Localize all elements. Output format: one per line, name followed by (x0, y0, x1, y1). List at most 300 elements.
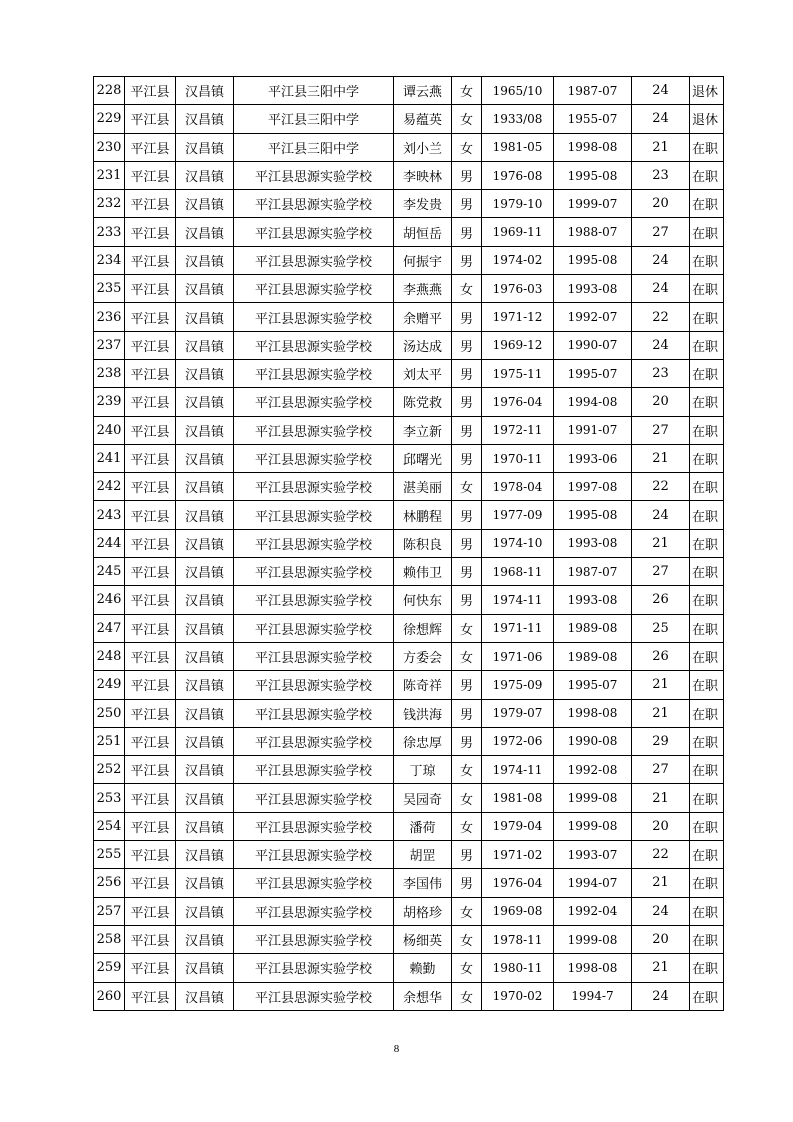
cell-school: 平江县思源实验学校 (234, 841, 394, 869)
cell-county: 平江县 (125, 359, 176, 387)
cell-county: 平江县 (125, 869, 176, 897)
cell-town: 汉昌镇 (176, 925, 234, 953)
cell-status: 在职 (690, 925, 724, 953)
cell-school: 平江县思源实验学校 (234, 982, 394, 1010)
cell-row-number: 257 (94, 897, 125, 925)
cell-gender: 女 (452, 275, 482, 303)
table-row (94, 105, 724, 133)
cell-row-number: 256 (94, 869, 125, 897)
cell-gender: 男 (452, 190, 482, 218)
cell-work-start-date: 1998-08 (554, 699, 632, 727)
cell-gender: 男 (452, 501, 482, 529)
cell-town: 汉昌镇 (176, 275, 234, 303)
cell-row-number: 234 (94, 246, 125, 274)
cell-years: 21 (632, 133, 690, 161)
cell-gender: 女 (452, 954, 482, 982)
cell-name: 汤达成 (394, 331, 452, 359)
cell-town: 汉昌镇 (176, 614, 234, 642)
cell-town: 汉昌镇 (176, 756, 234, 784)
cell-gender: 女 (452, 473, 482, 501)
cell-county: 平江县 (125, 897, 176, 925)
cell-years: 20 (632, 812, 690, 840)
cell-years: 20 (632, 190, 690, 218)
cell-row-number: 232 (94, 190, 125, 218)
cell-work-start-date: 1993-08 (554, 275, 632, 303)
cell-row-number: 252 (94, 756, 125, 784)
cell-status: 在职 (690, 359, 724, 387)
cell-work-start-date: 1993-08 (554, 586, 632, 614)
table-row (94, 473, 724, 501)
cell-status: 在职 (690, 331, 724, 359)
cell-town: 汉昌镇 (176, 444, 234, 472)
cell-birth-date: 1977-09 (482, 501, 554, 529)
cell-work-start-date: 1991-07 (554, 416, 632, 444)
cell-county: 平江县 (125, 529, 176, 557)
cell-years: 24 (632, 246, 690, 274)
cell-gender: 男 (452, 331, 482, 359)
cell-years: 21 (632, 784, 690, 812)
cell-years: 27 (632, 416, 690, 444)
cell-school: 平江县思源实验学校 (234, 190, 394, 218)
cell-years: 26 (632, 642, 690, 670)
cell-work-start-date: 1992-07 (554, 303, 632, 331)
cell-gender: 女 (452, 812, 482, 840)
cell-row-number: 245 (94, 558, 125, 586)
cell-row-number: 243 (94, 501, 125, 529)
cell-gender: 男 (452, 841, 482, 869)
cell-work-start-date: 1994-08 (554, 388, 632, 416)
cell-work-start-date: 1989-08 (554, 642, 632, 670)
cell-county: 平江县 (125, 77, 176, 105)
cell-county: 平江县 (125, 699, 176, 727)
table-row (94, 671, 724, 699)
cell-work-start-date: 1990-07 (554, 331, 632, 359)
cell-work-start-date: 1999-08 (554, 812, 632, 840)
table-row (94, 529, 724, 557)
cell-years: 20 (632, 925, 690, 953)
cell-county: 平江县 (125, 841, 176, 869)
cell-town: 汉昌镇 (176, 642, 234, 670)
cell-years: 21 (632, 529, 690, 557)
cell-school: 平江县思源实验学校 (234, 869, 394, 897)
cell-county: 平江县 (125, 784, 176, 812)
cell-status: 在职 (690, 529, 724, 557)
cell-county: 平江县 (125, 275, 176, 303)
cell-gender: 女 (452, 897, 482, 925)
cell-status: 在职 (690, 275, 724, 303)
cell-birth-date: 1974-10 (482, 529, 554, 557)
cell-work-start-date: 1992-08 (554, 756, 632, 784)
cell-county: 平江县 (125, 586, 176, 614)
cell-gender: 男 (452, 388, 482, 416)
cell-birth-date: 1972-11 (482, 416, 554, 444)
cell-years: 21 (632, 699, 690, 727)
cell-years: 21 (632, 954, 690, 982)
cell-school: 平江县思源实验学校 (234, 897, 394, 925)
table-row (94, 614, 724, 642)
cell-status: 在职 (690, 558, 724, 586)
cell-school: 平江县思源实验学校 (234, 161, 394, 189)
cell-birth-date: 1976-04 (482, 869, 554, 897)
cell-status: 在职 (690, 444, 724, 472)
table-row (94, 359, 724, 387)
cell-gender: 男 (452, 246, 482, 274)
cell-name: 刘小兰 (394, 133, 452, 161)
cell-birth-date: 1969-12 (482, 331, 554, 359)
table-row (94, 303, 724, 331)
cell-work-start-date: 1987-07 (554, 558, 632, 586)
cell-work-start-date: 1997-08 (554, 473, 632, 501)
cell-status: 在职 (690, 727, 724, 755)
cell-work-start-date: 1998-08 (554, 954, 632, 982)
cell-school: 平江县思源实验学校 (234, 331, 394, 359)
cell-gender: 男 (452, 671, 482, 699)
roster-body (94, 77, 724, 1011)
cell-row-number: 233 (94, 218, 125, 246)
cell-gender: 男 (452, 529, 482, 557)
cell-gender: 男 (452, 303, 482, 331)
table-row (94, 812, 724, 840)
table-row (94, 161, 724, 189)
table-row (94, 841, 724, 869)
cell-name: 邱曙光 (394, 444, 452, 472)
cell-work-start-date: 1990-08 (554, 727, 632, 755)
cell-school: 平江县思源实验学校 (234, 586, 394, 614)
cell-name: 徐忠厚 (394, 727, 452, 755)
cell-gender: 男 (452, 727, 482, 755)
table-row (94, 246, 724, 274)
table-row (94, 501, 724, 529)
cell-status: 在职 (690, 303, 724, 331)
cell-school: 平江县思源实验学校 (234, 558, 394, 586)
cell-town: 汉昌镇 (176, 954, 234, 982)
cell-name: 胡格珍 (394, 897, 452, 925)
cell-school: 平江县思源实验学校 (234, 954, 394, 982)
cell-town: 汉昌镇 (176, 388, 234, 416)
roster-table (93, 76, 724, 1011)
cell-work-start-date: 1987-07 (554, 77, 632, 105)
cell-status: 在职 (690, 954, 724, 982)
table-row (94, 218, 724, 246)
cell-years: 24 (632, 77, 690, 105)
cell-name: 余赠平 (394, 303, 452, 331)
table-row (94, 869, 724, 897)
cell-name: 徐想辉 (394, 614, 452, 642)
cell-status: 在职 (690, 982, 724, 1010)
cell-status: 在职 (690, 388, 724, 416)
cell-name: 易蕴英 (394, 105, 452, 133)
cell-birth-date: 1978-04 (482, 473, 554, 501)
cell-name: 何快东 (394, 586, 452, 614)
cell-name: 潘荷 (394, 812, 452, 840)
cell-years: 21 (632, 444, 690, 472)
cell-row-number: 239 (94, 388, 125, 416)
cell-years: 23 (632, 161, 690, 189)
cell-name: 李立新 (394, 416, 452, 444)
cell-county: 平江县 (125, 105, 176, 133)
cell-years: 21 (632, 671, 690, 699)
cell-row-number: 255 (94, 841, 125, 869)
cell-name: 林鹏程 (394, 501, 452, 529)
cell-row-number: 251 (94, 727, 125, 755)
table-row (94, 897, 724, 925)
cell-row-number: 248 (94, 642, 125, 670)
cell-county: 平江县 (125, 756, 176, 784)
cell-years: 20 (632, 388, 690, 416)
cell-row-number: 258 (94, 925, 125, 953)
table-row (94, 954, 724, 982)
cell-work-start-date: 1992-04 (554, 897, 632, 925)
cell-birth-date: 1978-11 (482, 925, 554, 953)
cell-row-number: 235 (94, 275, 125, 303)
cell-birth-date: 1969-11 (482, 218, 554, 246)
cell-status: 在职 (690, 586, 724, 614)
cell-birth-date: 1974-11 (482, 756, 554, 784)
cell-birth-date: 1976-08 (482, 161, 554, 189)
table-row (94, 784, 724, 812)
cell-name: 吴园奇 (394, 784, 452, 812)
table-row (94, 756, 724, 784)
cell-gender: 男 (452, 161, 482, 189)
cell-row-number: 237 (94, 331, 125, 359)
cell-row-number: 259 (94, 954, 125, 982)
cell-birth-date: 1976-04 (482, 388, 554, 416)
cell-town: 汉昌镇 (176, 416, 234, 444)
cell-school: 平江县思源实验学校 (234, 218, 394, 246)
table-row (94, 642, 724, 670)
cell-work-start-date: 1993-08 (554, 529, 632, 557)
cell-name: 李燕燕 (394, 275, 452, 303)
cell-gender: 女 (452, 784, 482, 812)
cell-county: 平江县 (125, 614, 176, 642)
cell-years: 23 (632, 359, 690, 387)
cell-work-start-date: 1999-08 (554, 925, 632, 953)
cell-gender: 男 (452, 218, 482, 246)
cell-name: 赖伟卫 (394, 558, 452, 586)
cell-birth-date: 1981-08 (482, 784, 554, 812)
cell-row-number: 240 (94, 416, 125, 444)
cell-row-number: 228 (94, 77, 125, 105)
cell-status: 在职 (690, 133, 724, 161)
cell-town: 汉昌镇 (176, 558, 234, 586)
cell-town: 汉昌镇 (176, 161, 234, 189)
cell-gender: 女 (452, 982, 482, 1010)
cell-county: 平江县 (125, 416, 176, 444)
cell-town: 汉昌镇 (176, 303, 234, 331)
cell-work-start-date: 1993-07 (554, 841, 632, 869)
cell-town: 汉昌镇 (176, 897, 234, 925)
table-row (94, 133, 724, 161)
cell-school: 平江县思源实验学校 (234, 614, 394, 642)
cell-county: 平江县 (125, 388, 176, 416)
cell-name: 何振宇 (394, 246, 452, 274)
cell-name: 丁琼 (394, 756, 452, 784)
cell-work-start-date: 1999-07 (554, 190, 632, 218)
cell-town: 汉昌镇 (176, 331, 234, 359)
cell-row-number: 238 (94, 359, 125, 387)
table-row (94, 275, 724, 303)
cell-name: 陈积良 (394, 529, 452, 557)
cell-status: 在职 (690, 869, 724, 897)
cell-name: 刘太平 (394, 359, 452, 387)
cell-work-start-date: 1995-08 (554, 501, 632, 529)
cell-name: 李映林 (394, 161, 452, 189)
cell-birth-date: 1971-12 (482, 303, 554, 331)
cell-birth-date: 1933/08 (482, 105, 554, 133)
cell-gender: 男 (452, 869, 482, 897)
cell-birth-date: 1965/10 (482, 77, 554, 105)
cell-county: 平江县 (125, 501, 176, 529)
cell-county: 平江县 (125, 331, 176, 359)
table-row (94, 388, 724, 416)
cell-status: 退休 (690, 105, 724, 133)
cell-county: 平江县 (125, 473, 176, 501)
cell-birth-date: 1972-06 (482, 727, 554, 755)
cell-town: 汉昌镇 (176, 586, 234, 614)
cell-gender: 女 (452, 642, 482, 670)
cell-status: 在职 (690, 473, 724, 501)
cell-town: 汉昌镇 (176, 105, 234, 133)
cell-town: 汉昌镇 (176, 77, 234, 105)
cell-school: 平江县思源实验学校 (234, 812, 394, 840)
cell-town: 汉昌镇 (176, 359, 234, 387)
cell-school: 平江县思源实验学校 (234, 699, 394, 727)
cell-town: 汉昌镇 (176, 473, 234, 501)
cell-work-start-date: 1955-07 (554, 105, 632, 133)
cell-birth-date: 1971-06 (482, 642, 554, 670)
cell-name: 余想华 (394, 982, 452, 1010)
cell-birth-date: 1970-11 (482, 444, 554, 472)
cell-years: 27 (632, 756, 690, 784)
cell-name: 谭云燕 (394, 77, 452, 105)
table-row (94, 331, 724, 359)
cell-town: 汉昌镇 (176, 246, 234, 274)
cell-birth-date: 1971-11 (482, 614, 554, 642)
cell-status: 在职 (690, 614, 724, 642)
cell-name: 钱洪海 (394, 699, 452, 727)
cell-school: 平江县思源实验学校 (234, 359, 394, 387)
cell-school: 平江县思源实验学校 (234, 925, 394, 953)
cell-school: 平江县思源实验学校 (234, 529, 394, 557)
cell-school: 平江县思源实验学校 (234, 501, 394, 529)
cell-county: 平江县 (125, 982, 176, 1010)
cell-school: 平江县思源实验学校 (234, 671, 394, 699)
cell-work-start-date: 1995-08 (554, 161, 632, 189)
cell-town: 汉昌镇 (176, 529, 234, 557)
cell-status: 在职 (690, 784, 724, 812)
cell-town: 汉昌镇 (176, 784, 234, 812)
cell-school: 平江县三阳中学 (234, 105, 394, 133)
cell-row-number: 244 (94, 529, 125, 557)
cell-years: 27 (632, 558, 690, 586)
cell-town: 汉昌镇 (176, 699, 234, 727)
cell-status: 在职 (690, 812, 724, 840)
cell-birth-date: 1981-05 (482, 133, 554, 161)
cell-row-number: 260 (94, 982, 125, 1010)
cell-name: 胡罡 (394, 841, 452, 869)
cell-row-number: 236 (94, 303, 125, 331)
cell-status: 在职 (690, 190, 724, 218)
cell-row-number: 242 (94, 473, 125, 501)
cell-years: 24 (632, 105, 690, 133)
table-row (94, 925, 724, 953)
cell-county: 平江县 (125, 925, 176, 953)
cell-school: 平江县思源实验学校 (234, 727, 394, 755)
cell-gender: 男 (452, 444, 482, 472)
cell-gender: 女 (452, 925, 482, 953)
table-row (94, 586, 724, 614)
cell-birth-date: 1974-11 (482, 586, 554, 614)
cell-work-start-date: 1999-08 (554, 784, 632, 812)
cell-name: 李国伟 (394, 869, 452, 897)
cell-school: 平江县思源实验学校 (234, 444, 394, 472)
cell-county: 平江县 (125, 671, 176, 699)
table-row (94, 190, 724, 218)
cell-years: 22 (632, 473, 690, 501)
cell-school: 平江县思源实验学校 (234, 275, 394, 303)
cell-status: 退休 (690, 77, 724, 105)
cell-gender: 男 (452, 586, 482, 614)
cell-status: 在职 (690, 756, 724, 784)
cell-years: 24 (632, 982, 690, 1010)
cell-birth-date: 1969-08 (482, 897, 554, 925)
cell-status: 在职 (690, 416, 724, 444)
cell-gender: 男 (452, 416, 482, 444)
cell-work-start-date: 1995-08 (554, 246, 632, 274)
cell-county: 平江县 (125, 218, 176, 246)
cell-town: 汉昌镇 (176, 133, 234, 161)
cell-school: 平江县思源实验学校 (234, 246, 394, 274)
cell-county: 平江县 (125, 727, 176, 755)
cell-birth-date: 1975-11 (482, 359, 554, 387)
cell-status: 在职 (690, 699, 724, 727)
cell-school: 平江县三阳中学 (234, 133, 394, 161)
cell-row-number: 247 (94, 614, 125, 642)
cell-town: 汉昌镇 (176, 841, 234, 869)
cell-birth-date: 1968-11 (482, 558, 554, 586)
cell-county: 平江县 (125, 444, 176, 472)
cell-birth-date: 1979-07 (482, 699, 554, 727)
cell-county: 平江县 (125, 133, 176, 161)
cell-years: 26 (632, 586, 690, 614)
cell-gender: 女 (452, 756, 482, 784)
cell-years: 24 (632, 331, 690, 359)
cell-school: 平江县思源实验学校 (234, 756, 394, 784)
cell-town: 汉昌镇 (176, 218, 234, 246)
cell-birth-date: 1979-10 (482, 190, 554, 218)
cell-row-number: 246 (94, 586, 125, 614)
cell-years: 24 (632, 897, 690, 925)
cell-gender: 女 (452, 105, 482, 133)
cell-row-number: 230 (94, 133, 125, 161)
cell-birth-date: 1974-02 (482, 246, 554, 274)
cell-work-start-date: 1994-07 (554, 869, 632, 897)
cell-status: 在职 (690, 501, 724, 529)
cell-gender: 女 (452, 133, 482, 161)
cell-county: 平江县 (125, 954, 176, 982)
cell-county: 平江县 (125, 642, 176, 670)
cell-work-start-date: 1993-06 (554, 444, 632, 472)
cell-years: 22 (632, 841, 690, 869)
cell-status: 在职 (690, 642, 724, 670)
cell-birth-date: 1975-09 (482, 671, 554, 699)
table-row (94, 77, 724, 105)
cell-status: 在职 (690, 897, 724, 925)
cell-years: 24 (632, 275, 690, 303)
cell-town: 汉昌镇 (176, 982, 234, 1010)
cell-gender: 男 (452, 558, 482, 586)
cell-county: 平江县 (125, 303, 176, 331)
